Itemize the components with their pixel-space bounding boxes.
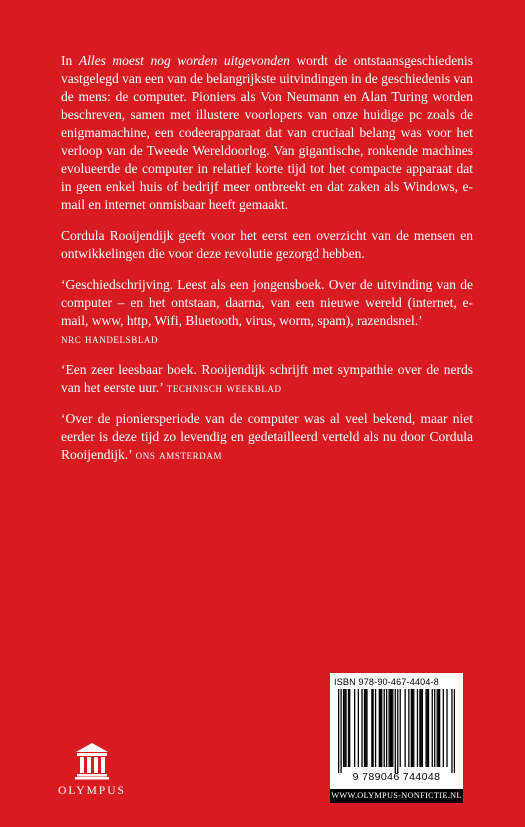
barcode-bar — [428, 689, 429, 767]
publisher-logo — [50, 742, 134, 797]
barcode-bar — [421, 689, 422, 767]
barcode-bar — [437, 689, 438, 767]
barcode-bar — [439, 689, 440, 767]
publisher-website: WWW.OLYMPUS-NONFICTIE.NL — [330, 789, 463, 803]
blurb-paragraph-2: Cordula Rooijendijk geeft voor het eerst een overzicht van de mensen en ontwikkelingen die voor deze revolutie gezorgd hebben. — [61, 228, 473, 261]
review-source: ons amsterdam — [135, 448, 223, 462]
barcode-bar — [358, 689, 359, 767]
barcode-bar — [434, 689, 435, 767]
barcode-bar — [412, 689, 413, 767]
review-source: technisch weekblad — [166, 381, 282, 395]
barcode-bar — [419, 689, 420, 767]
barcode-bar — [349, 689, 350, 767]
review-quote-text: ‘Geschiedschrijving. Leest als een jongensboek. Over de uitvinding van de computer – en het ontstaan, daarna, van een nieuwe wereld (internet, e-mail, www, http, Wifi, Bluetooth, virus, worm, spam), razendsnel.’ — [61, 277, 473, 328]
barcode-bar — [354, 689, 355, 767]
barcode-bar — [451, 689, 452, 773]
barcode-bar — [425, 689, 426, 767]
barcode-bar — [366, 689, 367, 767]
barcode-bar — [422, 689, 423, 767]
barcode-bar — [365, 689, 366, 767]
barcode-bar — [340, 689, 341, 773]
review-quote-1 — [61, 276, 473, 348]
barcode-bar — [345, 689, 346, 767]
review-quote-2 — [61, 361, 473, 397]
barcode-number: 9 789046 744048 — [352, 771, 441, 783]
barcode-bar — [443, 689, 444, 767]
barcode-bar — [375, 689, 376, 767]
barcode — [338, 689, 455, 773]
barcode-bar — [417, 689, 418, 767]
barcode-bar — [384, 689, 385, 767]
barcode-bar — [432, 689, 433, 767]
cover-text — [61, 52, 473, 477]
barcode-bar — [372, 689, 373, 767]
publisher-name: OLYMPUS — [58, 785, 126, 797]
review-quote-3 — [61, 410, 473, 464]
barcode-bar — [388, 689, 389, 767]
barcode-bar — [343, 689, 344, 767]
barcode-bar — [371, 689, 372, 767]
barcode-bar — [395, 689, 396, 773]
temple-icon — [74, 742, 110, 780]
barcode-bar — [361, 689, 362, 767]
barcode-bar — [411, 689, 412, 767]
barcode-bar — [380, 689, 381, 767]
barcode-bar — [427, 689, 428, 767]
barcode-bar — [381, 689, 382, 767]
barcode-bar — [348, 689, 349, 767]
barcode-label — [330, 673, 463, 789]
review-quote-text: ‘Een zeer leesbaar boek. Rooijendijk schrijft met sympathie over de nerds van het eerste uur.’ — [61, 362, 473, 395]
review-quote-text: ‘Over de pioniersperiode van de computer was al veel bekend, maar niet eerder is deze tijd zo levendig en gedetailleerd verteld als nu door Cordula Rooijendijk.’ — [61, 411, 473, 462]
barcode-bar — [392, 689, 393, 767]
barcode-bar — [454, 689, 455, 773]
barcode-bar — [397, 689, 398, 773]
barcode-bar — [364, 689, 365, 767]
barcode-bar — [390, 689, 391, 767]
isbn-text: ISBN 978-90-467-4404-8 — [334, 677, 439, 687]
barcode-bar — [405, 689, 406, 767]
blurb-intro: In — [61, 53, 73, 68]
blurb-body: wordt de ontstaansgeschiedenis vastgelegd van een van de belangrijkste uitvindingen in de geschiedenis van de mens: de computer. Pioniers als Von Neumann en Alan Turing worden beschreven, samen met illustere voorlopers van onze huidige pc zoals de enigmamachine, een codeerapparaat dat van cruciaal belang was voor het verloop van de Tweede Wereldoorlog. Van gigantische, ronkende machines evolueerde de computer in relatief korte tijd tot het compacte apparaat dat in geen enkel huis of bedrijf meer ontbreekt en dat zaken als Windows, e-mail en internet onmisbaar heeft gemaakt. — [61, 53, 474, 212]
barcode-bar — [386, 689, 387, 767]
barcode-bar — [400, 689, 401, 767]
barcode-bar — [338, 689, 339, 773]
barcode-bar — [438, 689, 439, 767]
barcode-bar — [391, 689, 392, 767]
barcode-bar — [413, 689, 414, 767]
barcode-bar — [408, 689, 409, 767]
barcode-bar — [446, 689, 447, 767]
barcode-bar — [379, 689, 380, 767]
book-title: Alles moest nog worden uitgevonden — [78, 53, 290, 68]
barcode-bar — [344, 689, 345, 767]
blurb-paragraph-1 — [61, 52, 473, 214]
review-source: nrc handelsblad — [61, 332, 159, 346]
